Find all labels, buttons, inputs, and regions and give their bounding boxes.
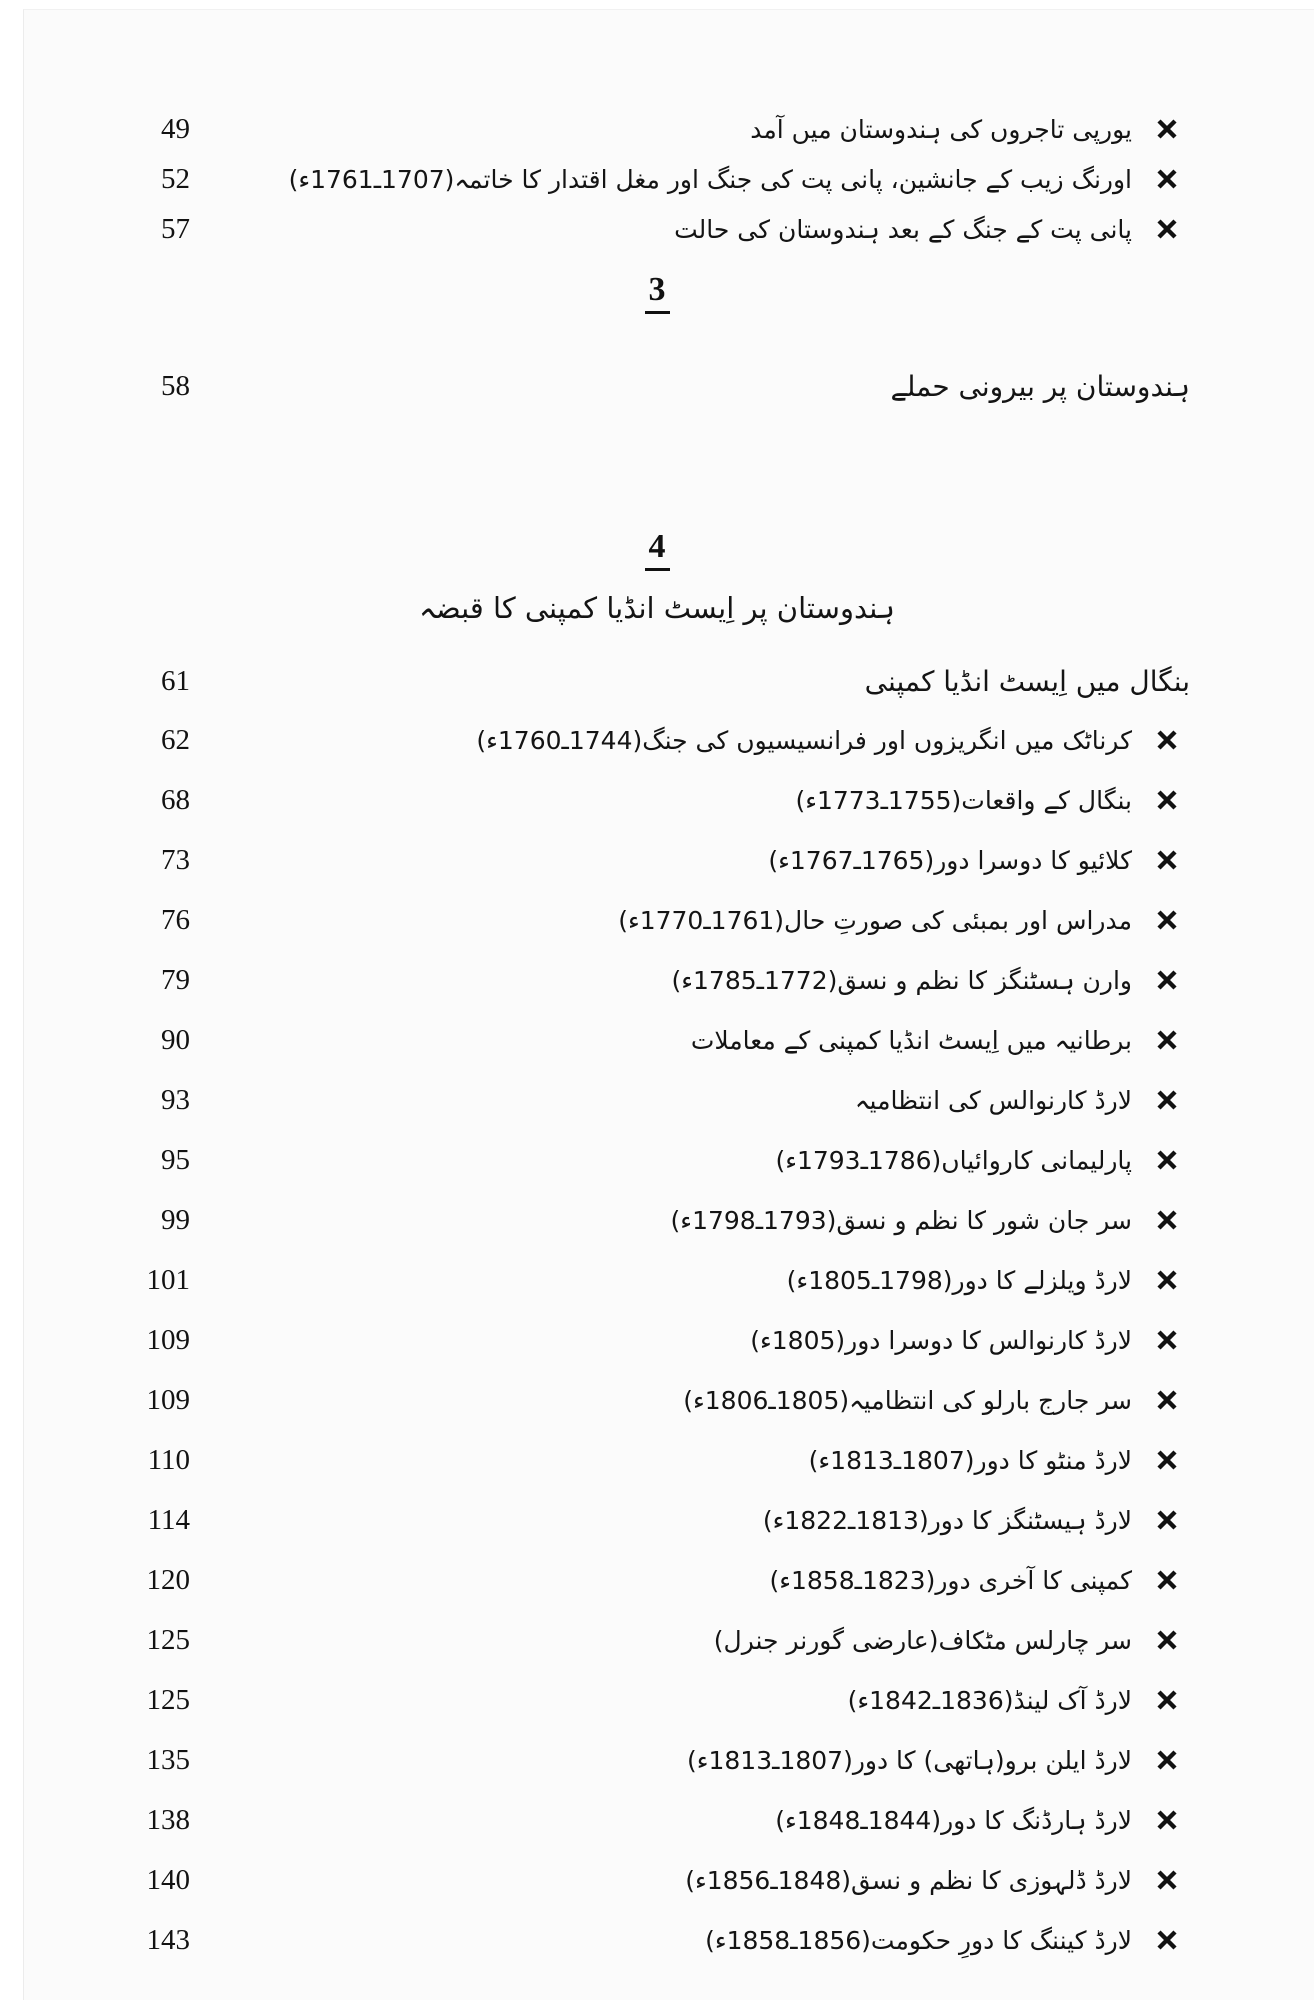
toc-entry	[0, 1610, 1314, 1670]
entry-title: کرناٹک میں انگریزوں اور فرانسیسیوں کی جنگ(1744ـ1760ء)	[476, 725, 1132, 755]
x-bullet-icon	[1132, 1509, 1202, 1531]
toc-entry	[0, 1070, 1314, 1130]
entry-title: کمپنی کا آخری دور(1823ـ1858ء)	[769, 1565, 1132, 1595]
entry-title: لارڈ کیننگ کا دورِ حکومت(1856ـ1858ء)	[705, 1925, 1132, 1955]
page-number: 62	[161, 723, 190, 756]
toc-entry	[0, 1910, 1314, 1970]
toc-entry	[0, 1010, 1314, 1070]
section-4-number: 4	[0, 527, 1314, 567]
toc-entry	[0, 1430, 1314, 1490]
x-bullet-icon	[1132, 1449, 1202, 1471]
x-bullet-icon	[1132, 1629, 1202, 1651]
page-number: 61	[161, 664, 190, 697]
toc-section-entry	[0, 652, 1314, 710]
entry-title: سر جارج بارلو کی انتظامیہ(1805ـ1806ء)	[683, 1385, 1132, 1415]
x-bullet-icon	[1132, 1329, 1202, 1351]
page-number: 76	[161, 903, 190, 936]
section-4-title: ہندوستان پر اِیسٹ انڈیا کمپنی کا قبضہ	[419, 591, 895, 625]
page-number: 109	[146, 1323, 190, 1356]
toc-entry	[0, 1790, 1314, 1850]
entry-title: سر چارلس مٹکاف(عارضی گورنر جنرل)	[713, 1625, 1132, 1655]
x-bullet-icon	[1132, 1029, 1202, 1051]
entry-title: برطانیہ میں اِیسٹ انڈیا کمپنی کے معاملات	[690, 1025, 1132, 1055]
x-bullet-icon	[1132, 218, 1202, 240]
entry-title: کلائیو کا دوسرا دور(1765ـ1767ء)	[768, 845, 1132, 875]
toc-entry	[0, 710, 1314, 770]
x-bullet-icon	[1132, 1089, 1202, 1111]
entry-title: پارلیمانی کاروائیاں(1786ـ1793ء)	[775, 1145, 1132, 1175]
x-bullet-icon	[1132, 168, 1202, 190]
entry-title: اورنگ زیب کے جانشین، پانی پت کی جنگ اور مغل اقتدار کا خاتمہ(1707ـ1761ء)	[288, 164, 1132, 194]
x-bullet-icon	[1132, 118, 1202, 140]
page-number: 68	[161, 783, 190, 816]
x-bullet-icon	[1132, 1689, 1202, 1711]
entry-title: بنگال میں اِیسٹ انڈیا کمپنی	[864, 664, 1190, 698]
toc-entry	[0, 950, 1314, 1010]
toc-entry	[0, 830, 1314, 890]
section-3-title: ہندوستان پر بیرونی حملے	[890, 369, 1190, 403]
toc-entry	[0, 104, 1314, 154]
page-number: 110	[147, 1443, 190, 1476]
toc-entry	[0, 204, 1314, 254]
entry-title: لارڈ کارنوالس کی انتظامیہ	[854, 1085, 1132, 1115]
entry-title: لارڈ ویلزلے کا دور(1798ـ1805ء)	[786, 1265, 1132, 1295]
x-bullet-icon	[1132, 1389, 1202, 1411]
page-number: 125	[146, 1623, 190, 1656]
page-number: 49	[161, 112, 190, 145]
page-number: 140	[146, 1863, 190, 1896]
page-number: 58	[161, 369, 190, 402]
page-number: 57	[161, 212, 190, 245]
x-bullet-icon	[1132, 909, 1202, 931]
x-bullet-icon	[1132, 1809, 1202, 1831]
entry-title: لارڈ منٹو کا دور(1807ـ1813ء)	[808, 1445, 1132, 1475]
toc-entry	[0, 1730, 1314, 1790]
page-number: 114	[147, 1503, 190, 1536]
entry-title: وارن ہسٹنگز کا نظم و نسق(1772ـ1785ء)	[671, 965, 1132, 995]
page-number: 73	[161, 843, 190, 876]
entry-title: یورپی تاجروں کی ہندوستان میں آمد	[750, 114, 1132, 144]
entry-title: لارڈ آک لینڈ(1836ـ1842ء)	[847, 1685, 1132, 1715]
toc-entry	[0, 890, 1314, 950]
page-number: 52	[161, 162, 190, 195]
entry-title: مدراس اور بمبئی کی صورتِ حال(1761ـ1770ء)	[618, 905, 1132, 935]
page-number: 90	[161, 1023, 190, 1056]
toc-entry	[0, 1550, 1314, 1610]
page-number: 101	[146, 1263, 190, 1296]
entry-title: سر جان شور کا نظم و نسق(1793ـ1798ء)	[670, 1205, 1132, 1235]
x-bullet-icon	[1132, 1749, 1202, 1771]
page-number: 120	[146, 1563, 190, 1596]
x-bullet-icon	[1132, 1269, 1202, 1291]
page-number: 135	[146, 1743, 190, 1776]
toc-entry	[0, 1370, 1314, 1430]
toc-entry	[0, 1130, 1314, 1190]
toc-entry	[0, 1250, 1314, 1310]
page-number: 79	[161, 963, 190, 996]
page-number: 143	[146, 1923, 190, 1956]
section-3-number: 3	[0, 270, 1314, 310]
page-number: 93	[161, 1083, 190, 1116]
entry-title: لارڈ ڈلہوزی کا نظم و نسق(1848ـ1856ء)	[685, 1865, 1132, 1895]
toc-entry	[0, 1850, 1314, 1910]
toc-entry	[0, 1310, 1314, 1370]
page-number: 99	[161, 1203, 190, 1236]
x-bullet-icon	[1132, 969, 1202, 991]
page-number: 138	[146, 1803, 190, 1836]
toc-entry	[0, 154, 1314, 204]
toc-entry	[0, 1490, 1314, 1550]
toc-entry	[0, 1190, 1314, 1250]
toc-entry	[0, 1670, 1314, 1730]
x-bullet-icon	[1132, 789, 1202, 811]
x-bullet-icon	[1132, 1929, 1202, 1951]
page-number: 125	[146, 1683, 190, 1716]
entry-title: لارڈ ایلن برو(ہاتھی) کا دور(1807ـ1813ء)	[686, 1745, 1132, 1775]
x-bullet-icon	[1132, 729, 1202, 751]
x-bullet-icon	[1132, 1209, 1202, 1231]
page-number: 109	[146, 1383, 190, 1416]
x-bullet-icon	[1132, 1569, 1202, 1591]
entry-title: لارڈ ہیسٹنگز کا دور(1813ـ1822ء)	[762, 1505, 1132, 1535]
entry-title: پانی پت کے جنگ کے بعد ہندوستان کی حالت	[674, 214, 1132, 244]
entry-title: بنگال کے واقعات(1755ـ1773ء)	[795, 785, 1132, 815]
x-bullet-icon	[1132, 1869, 1202, 1891]
toc-section-entry	[0, 357, 1314, 415]
entry-title: لارڈ ہارڈنگ کا دور(1844ـ1848ء)	[775, 1805, 1132, 1835]
x-bullet-icon	[1132, 849, 1202, 871]
x-bullet-icon	[1132, 1149, 1202, 1171]
entry-title: لارڈ کارنوالس کا دوسرا دور(1805ء)	[750, 1325, 1132, 1355]
toc-entry	[0, 770, 1314, 830]
page-number: 95	[161, 1143, 190, 1176]
